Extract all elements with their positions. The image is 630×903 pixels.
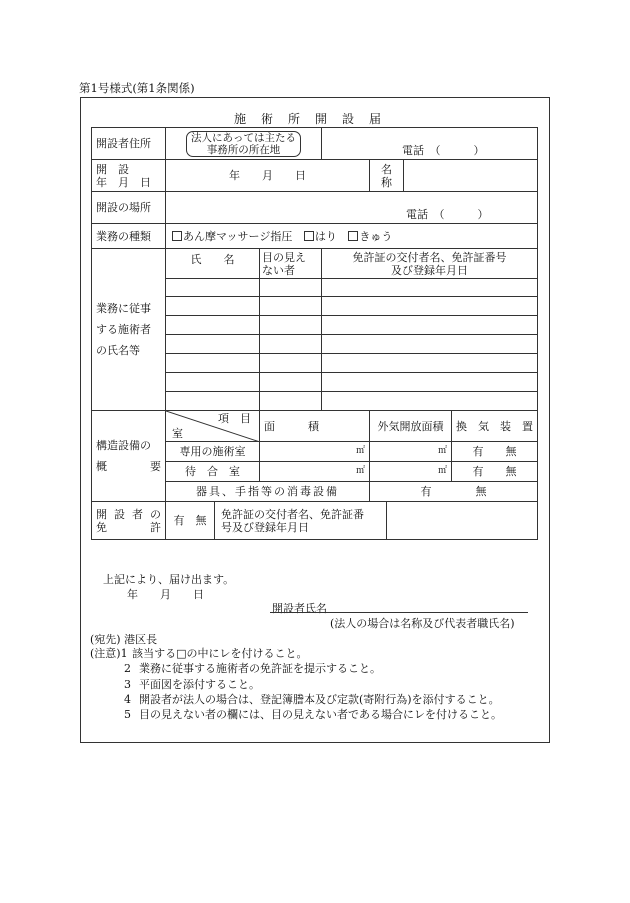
header-area: 面 積: [264, 419, 319, 433]
practitioners-label: 業務に従事: [96, 302, 151, 315]
addressee: (宛先) 港区長: [90, 633, 158, 646]
col-blind-header: 目の見え: [262, 250, 306, 264]
business-type-row: [92, 224, 538, 249]
header-ventilation: 換 気 装 置: [452, 411, 538, 442]
open-date-field[interactable]: 年 月 日: [166, 160, 370, 192]
founder-address-row: [92, 128, 538, 160]
checkbox-square-icon: [348, 231, 358, 241]
practitioner-name-cell[interactable]: [166, 297, 260, 316]
note-item: 5 目の見えない者の欄には、目の見えない者である場合にレを付けること。: [124, 708, 502, 722]
treatment-room-label: 専用の施術室: [166, 442, 260, 462]
notes-section: [90, 646, 502, 722]
checkbox-moxibustion[interactable]: きゅう: [348, 230, 392, 243]
practitioner-name-cell[interactable]: [166, 316, 260, 335]
note-item: 4 開設者が法人の場合は、登記簿謄本及び定款(寄附行為)を添付すること。: [124, 692, 500, 706]
facility-name-label: 名 称: [370, 160, 404, 192]
submission-date[interactable]: 年 月 日: [127, 588, 204, 601]
col-name-header: 氏 名: [166, 249, 260, 279]
practitioner-blind-cell[interactable]: [260, 373, 322, 392]
open-date-row: 開 設 年 月 日 年 月 日 名 称: [92, 160, 538, 192]
structure-label: 構造設備の: [96, 439, 151, 452]
form-title: 施術所開設届: [233, 112, 396, 126]
practitioner-blind-cell[interactable]: [260, 279, 322, 297]
practitioner-license-cell[interactable]: [322, 316, 538, 335]
note-item: 3 平面図を添付すること。: [124, 677, 260, 691]
waiting-room-label: 待 合 室: [166, 462, 260, 482]
place-phone-label: 電話 （ ）: [406, 208, 489, 221]
practitioner-license-cell[interactable]: [322, 354, 538, 373]
place-label: 開設の場所: [92, 192, 166, 224]
waiting-room-ventilation[interactable]: 有 無: [452, 462, 538, 482]
founder-phone-field[interactable]: [322, 128, 538, 160]
founder-license-detail-field[interactable]: [387, 502, 537, 539]
practitioner-name-cell[interactable]: [166, 335, 260, 354]
waiting-room-area[interactable]: ㎡: [260, 462, 370, 482]
checkbox-massage[interactable]: あん摩マッサージ指圧: [172, 230, 292, 243]
note-item: (注意)1 該当する□の中にレを付けること。: [90, 647, 308, 660]
treatment-room-open-area[interactable]: ㎡: [370, 442, 452, 462]
practitioner-license-cell[interactable]: [322, 373, 538, 392]
founder-address-label: 開設者住所: [92, 128, 166, 160]
practitioner-blind-cell[interactable]: [260, 392, 322, 411]
declaration-text: 上記により、届け出ます。: [103, 573, 235, 586]
practitioner-license-cell[interactable]: [322, 392, 538, 411]
treatment-room-ventilation[interactable]: 有 無: [452, 442, 538, 462]
checkbox-square-icon: [172, 231, 182, 241]
checkbox-acupuncture[interactable]: はり: [304, 230, 337, 243]
header-room-label: 室: [172, 427, 183, 440]
business-type-label: 業務の種類: [92, 224, 166, 249]
checkbox-square-icon: [304, 231, 314, 241]
practitioner-blind-cell[interactable]: [260, 316, 322, 335]
founder-license-detail-label: 免許証の交付者名、免許証番: [221, 507, 364, 521]
waiting-room-open-area[interactable]: ㎡: [370, 462, 452, 482]
disinfection-label: 器具、手指等の消毒設備: [166, 482, 370, 502]
practitioner-license-cell[interactable]: [322, 297, 538, 316]
item-room-corner-cell: [166, 411, 260, 442]
founder-name-line[interactable]: [270, 612, 528, 613]
practitioner-blind-cell[interactable]: [260, 297, 322, 316]
founder-license-label: 開設者の: [96, 507, 161, 521]
col-license-header: 免許証の交付者名、免許証番号: [352, 250, 507, 264]
open-date-label: 開 設: [96, 162, 129, 176]
corporate-address-note: 法人にあっては主たる 事務所の所在地: [186, 131, 301, 157]
disinfection-presence[interactable]: 有 無: [370, 482, 538, 502]
place-row: [92, 192, 538, 224]
header-open-area: 外気開放面積: [370, 411, 452, 442]
founder-name-note: (法人の場合は名称及び代表者職氏名): [330, 617, 515, 630]
notes-prefix: (注意): [90, 647, 121, 660]
practitioner-name-cell[interactable]: [166, 373, 260, 392]
treatment-room-area[interactable]: ㎡: [260, 442, 370, 462]
practitioner-name-cell[interactable]: [166, 279, 260, 297]
header-item-label: 項 目: [218, 412, 251, 425]
practitioner-blind-cell[interactable]: [260, 354, 322, 373]
practitioner-blind-cell[interactable]: [260, 335, 322, 354]
practitioner-license-cell[interactable]: [322, 335, 538, 354]
practitioner-name-cell[interactable]: [166, 354, 260, 373]
form-number-label: 第1号様式(第1条関係): [79, 81, 195, 95]
founder-name-label: 開設者氏名: [272, 602, 327, 615]
phone-label: 電話 （ ）: [402, 144, 485, 157]
structure-header-row: 構造設備の 概 要 項 目 室 面 積 外気開放面積 換 気 装 置: [92, 411, 538, 442]
place-field[interactable]: [166, 192, 538, 224]
founder-license-presence[interactable]: 有 無: [166, 502, 215, 539]
notification-table: [91, 127, 538, 540]
founder-license-row: 開設者の 免 許 有 無 免許証の交付者名、免許証番 号及び登録年月日: [92, 502, 538, 540]
note-item: 2 業務に従事する施術者の免許証を提示すること。: [124, 662, 381, 676]
practitioners-header-row: 業務に従事 する施術者 の氏名等 氏 名 目の見え ない者 免許証の交付者名、免許証番号 及び登録年月日: [92, 249, 538, 279]
facility-name-field[interactable]: [404, 160, 538, 192]
practitioner-license-cell[interactable]: [322, 279, 538, 297]
practitioner-name-cell[interactable]: [166, 392, 260, 411]
